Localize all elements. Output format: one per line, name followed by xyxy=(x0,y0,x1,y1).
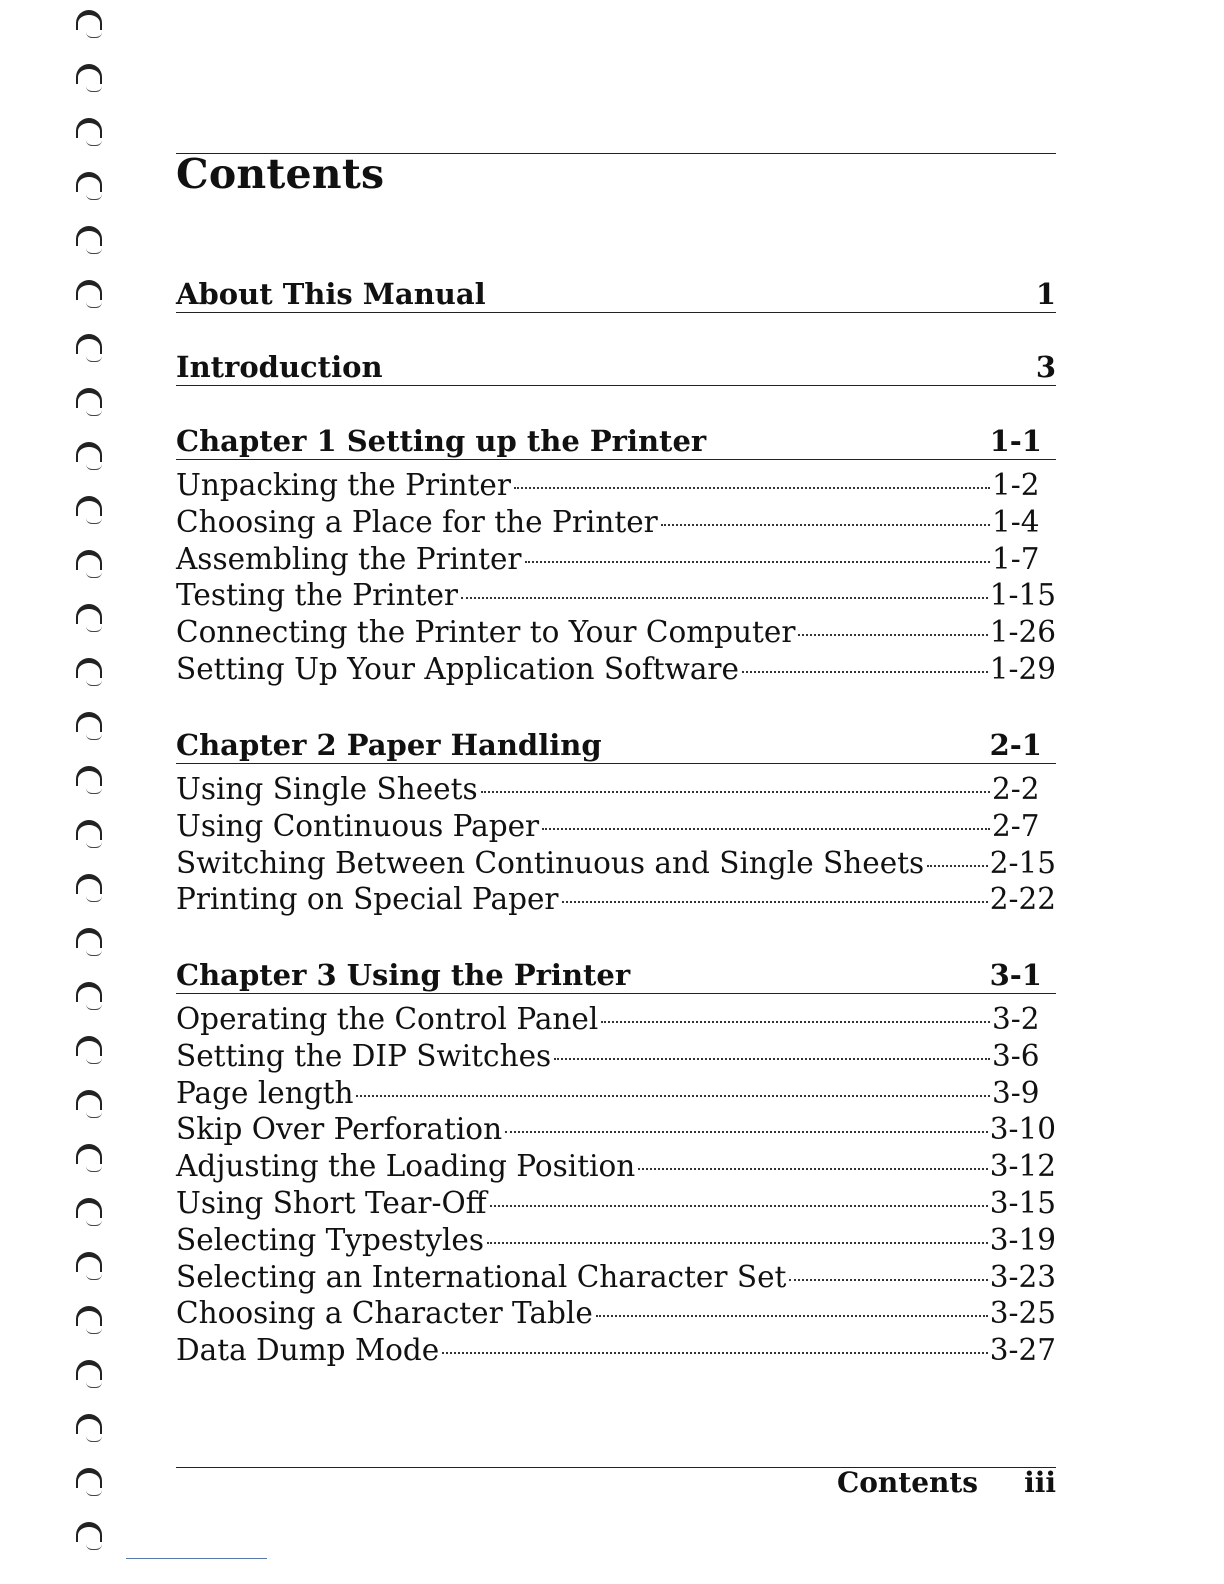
binding-ring-icon xyxy=(72,658,112,692)
binding-ring-icon xyxy=(72,604,112,638)
toc-entry[interactable] xyxy=(176,808,1056,845)
dot-leader xyxy=(742,671,988,673)
dot-leader xyxy=(442,1352,987,1354)
toc-entry[interactable] xyxy=(176,845,1056,882)
binding-ring-icon xyxy=(72,1414,112,1448)
binding-ring-icon xyxy=(72,442,112,476)
binding-ring-icon xyxy=(72,64,112,98)
chapter-page: 1-1 xyxy=(989,424,1042,458)
dot-leader xyxy=(490,1205,988,1207)
entry-page: 2-22 xyxy=(989,882,1056,917)
entry-page: 1-15 xyxy=(989,578,1056,613)
entry-title: Setting the DIP Switches xyxy=(176,1038,552,1073)
binding-ring-icon xyxy=(72,982,112,1016)
entry-page: 3-25 xyxy=(989,1296,1056,1331)
chapter-title: Chapter 1 Setting up the Printer xyxy=(176,424,707,458)
entry-title: Choosing a Character Table xyxy=(176,1296,593,1331)
entry-title: Using Single Sheets xyxy=(176,772,478,806)
binding-ring-icon xyxy=(72,280,112,314)
binding-ring-icon xyxy=(72,334,112,368)
dot-leader xyxy=(505,1131,988,1133)
entry-title: Selecting Typestyles xyxy=(176,1222,485,1257)
entry-title: Skip Over Perforation xyxy=(176,1112,503,1147)
binding-ring-icon xyxy=(72,1306,112,1340)
scan-edge-mark xyxy=(126,1558,267,1559)
part-page: 1 xyxy=(1035,277,1056,311)
toc-entry[interactable] xyxy=(176,1111,1056,1148)
entry-page: 3-6 xyxy=(992,1038,1040,1073)
toc-chapter-2 xyxy=(176,727,1056,918)
dot-leader xyxy=(789,1279,987,1281)
binding-ring-icon xyxy=(72,928,112,962)
entry-page: 2-15 xyxy=(989,845,1056,880)
dot-leader xyxy=(554,1058,990,1060)
entry-page: 1-26 xyxy=(989,615,1056,650)
page-footer xyxy=(837,1466,1056,1499)
chapter-heading[interactable] xyxy=(176,727,1056,764)
toc-chapter-3 xyxy=(176,957,1056,1369)
part-heading xyxy=(176,349,1056,386)
dot-leader xyxy=(461,597,988,599)
entry-title: Using Continuous Paper xyxy=(176,808,540,843)
toc-entry[interactable] xyxy=(176,541,1056,578)
binding-ring-icon xyxy=(72,1252,112,1286)
entry-page: 2-2 xyxy=(992,772,1040,806)
toc-entry[interactable] xyxy=(176,614,1056,651)
chapter-heading[interactable] xyxy=(176,957,1056,994)
chapter-page: 3-1 xyxy=(989,958,1042,992)
entry-title: Unpacking the Printer xyxy=(176,468,511,502)
chapter-heading[interactable] xyxy=(176,423,1056,460)
page-title: Contents xyxy=(176,150,385,198)
toc-entry[interactable] xyxy=(176,771,1056,808)
toc-entry[interactable] xyxy=(176,1075,1056,1112)
dot-leader xyxy=(562,901,988,903)
toc-entry[interactable] xyxy=(176,1259,1056,1296)
entry-page: 3-10 xyxy=(989,1112,1056,1147)
part-heading xyxy=(176,276,1056,313)
entry-list xyxy=(176,1001,1056,1369)
dot-leader xyxy=(638,1168,987,1170)
binding-ring-icon xyxy=(72,1468,112,1502)
entry-page: 3-19 xyxy=(989,1222,1056,1257)
binding-ring-icon xyxy=(72,388,112,422)
binding-ring-icon xyxy=(72,1144,112,1178)
entry-title: Testing the Printer xyxy=(176,578,459,613)
binding-ring-icon xyxy=(72,172,112,206)
entry-page: 2-7 xyxy=(992,808,1040,843)
dot-leader xyxy=(798,634,987,636)
binding-ring-icon xyxy=(72,1360,112,1394)
chapter-page: 2-1 xyxy=(989,728,1042,762)
toc-part-about[interactable] xyxy=(176,276,1056,313)
toc-part-introduction[interactable] xyxy=(176,349,1056,386)
entry-title: Assembling the Printer xyxy=(176,541,522,576)
entry-page: 3-2 xyxy=(992,1002,1040,1036)
binding-ring-icon xyxy=(72,496,112,530)
entry-page: 3-23 xyxy=(989,1259,1056,1294)
entry-page: 1-4 xyxy=(992,504,1040,539)
toc-entry[interactable] xyxy=(176,651,1056,688)
toc-entry[interactable] xyxy=(176,577,1056,614)
binding-ring-icon xyxy=(72,1090,112,1124)
toc-entry[interactable] xyxy=(176,504,1056,541)
entry-title: Operating the Control Panel xyxy=(176,1002,599,1036)
entry-title: Page length xyxy=(176,1075,354,1110)
binding-ring-icon xyxy=(72,820,112,854)
toc-entry[interactable] xyxy=(176,1222,1056,1259)
entry-page: 1-2 xyxy=(992,468,1040,502)
dot-leader xyxy=(596,1315,988,1317)
entry-list xyxy=(176,467,1056,688)
dot-leader xyxy=(514,487,990,489)
toc-entry[interactable] xyxy=(176,1038,1056,1075)
entry-list xyxy=(176,771,1056,918)
dot-leader xyxy=(661,524,990,526)
binding-ring-icon xyxy=(72,226,112,260)
toc-chapter-1 xyxy=(176,423,1056,688)
binding-ring-icon xyxy=(72,10,112,44)
toc-entry[interactable] xyxy=(176,467,1056,504)
binding-ring-icon xyxy=(72,1036,112,1070)
binding-ring-icon xyxy=(72,118,112,152)
binding-ring-icon xyxy=(72,1198,112,1232)
dot-leader xyxy=(601,1021,990,1023)
entry-title: Setting Up Your Application Software xyxy=(176,651,739,686)
toc-entry[interactable] xyxy=(176,881,1056,918)
entry-page: 3-15 xyxy=(989,1185,1056,1220)
entry-title: Selecting an International Character Set xyxy=(176,1259,787,1294)
dot-leader xyxy=(356,1095,990,1097)
entry-title: Printing on Special Paper xyxy=(176,882,559,917)
binding-ring-icon xyxy=(72,1522,112,1556)
dot-leader xyxy=(542,828,990,830)
toc-entry[interactable] xyxy=(176,1295,1056,1332)
chapter-title: Chapter 2 Paper Handling xyxy=(176,728,602,762)
toc-entry[interactable] xyxy=(176,1185,1056,1222)
entry-page: 1-29 xyxy=(989,651,1056,686)
entry-title: Adjusting the Loading Position xyxy=(176,1149,636,1184)
footer-label: Contents xyxy=(836,1466,979,1499)
chapter-title: Chapter 3 Using the Printer xyxy=(176,958,631,992)
entry-page: 3-27 xyxy=(989,1333,1056,1368)
spiral-binding xyxy=(60,0,120,1584)
entry-page: 3-12 xyxy=(989,1149,1056,1184)
part-title: About This Manual xyxy=(176,277,486,311)
dot-leader xyxy=(927,865,988,867)
binding-ring-icon xyxy=(72,550,112,584)
entry-title: Switching Between Continuous and Single Sheets xyxy=(176,845,925,880)
entry-title: Using Short Tear-Off xyxy=(176,1185,487,1220)
dot-leader xyxy=(525,561,990,563)
binding-ring-icon xyxy=(72,766,112,800)
entry-title: Data Dump Mode xyxy=(176,1333,440,1368)
entry-title: Choosing a Place for the Printer xyxy=(176,504,658,539)
dot-leader xyxy=(481,791,990,793)
toc-entry[interactable] xyxy=(176,1001,1056,1038)
part-page: 3 xyxy=(1035,350,1056,384)
toc-entry[interactable] xyxy=(176,1148,1056,1185)
binding-ring-icon xyxy=(72,712,112,746)
entry-page: 1-7 xyxy=(992,541,1040,576)
footer-page-number: iii xyxy=(1024,1466,1056,1499)
entry-title: Connecting the Printer to Your Computer xyxy=(176,615,796,650)
dot-leader xyxy=(487,1242,988,1244)
toc-entry[interactable] xyxy=(176,1332,1056,1369)
entry-page: 3-9 xyxy=(992,1075,1040,1110)
binding-ring-icon xyxy=(72,874,112,908)
part-title: Introduction xyxy=(176,350,383,384)
